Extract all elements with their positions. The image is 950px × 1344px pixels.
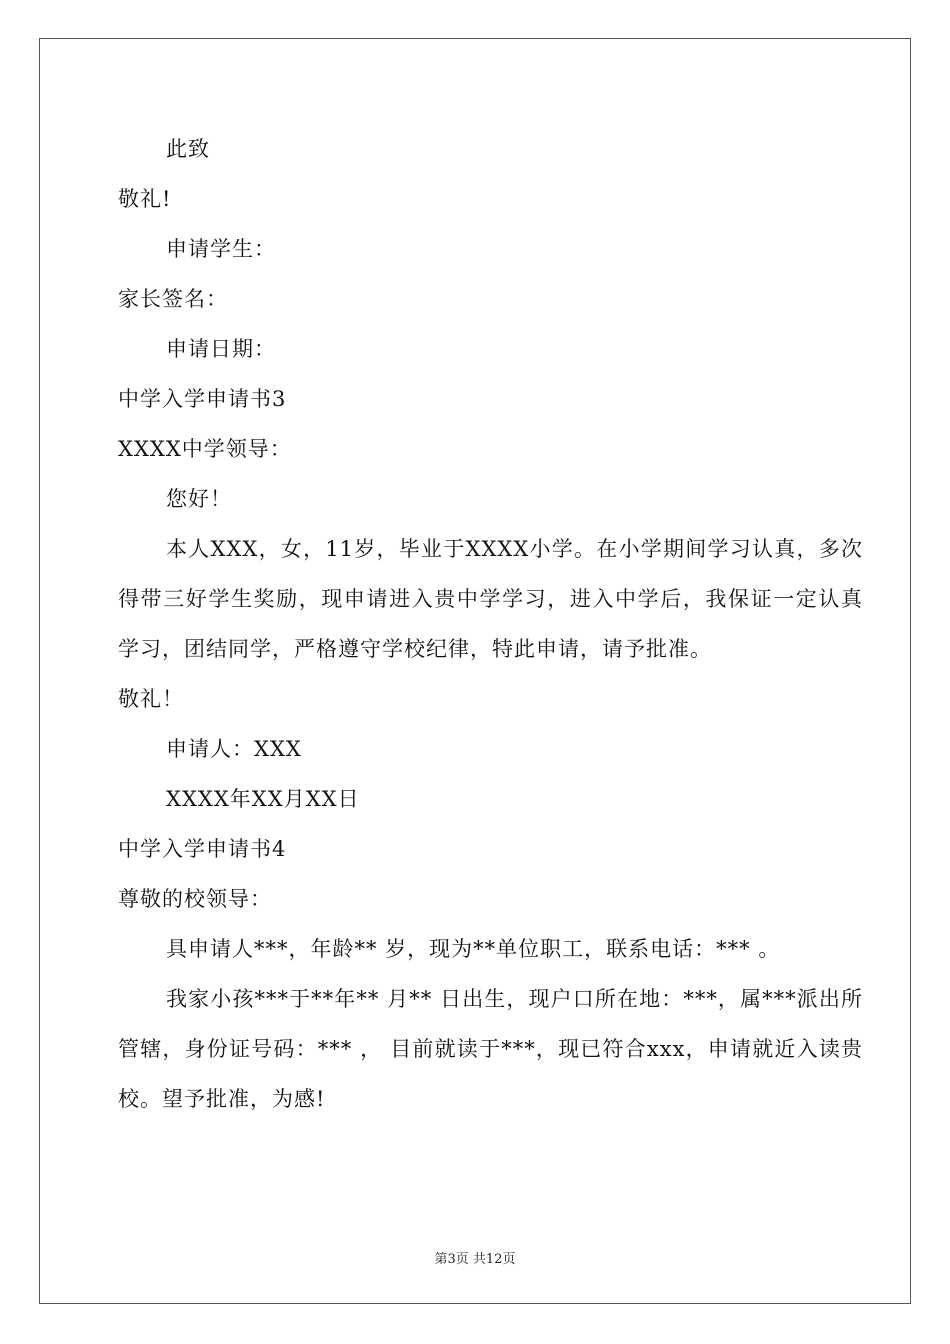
salutation: XXXX中学领导： (118, 437, 292, 461)
text-line: 申请学生： (166, 237, 276, 261)
greeting: 您好！ (166, 487, 232, 511)
body-paragraph: 本人XXX，女，11岁，毕业于XXXX小学。在小学期间学习认真，多次得带三好学生奖励，现申请进入贵中学学习，进入中学后，我保证一定认真学习，团结同学，严格遵守学校纪律，特此申请，请予批准。 (118, 537, 863, 661)
document-body (118, 124, 863, 1124)
text-line: 家长签名： (118, 287, 228, 311)
text-line: 具申请人***，年龄** 岁，现为**单位职工，联系电话：*** 。 (166, 937, 781, 961)
applicant-line: 申请人：XXX (166, 737, 302, 761)
date-line: XXXX年XX月XX日 (166, 787, 360, 811)
section-heading: 中学入学申请书4 (118, 837, 287, 861)
section-heading: 中学入学申请书3 (118, 387, 287, 411)
text-line: 敬礼! (118, 187, 172, 211)
text-line: 申请日期： (166, 337, 276, 361)
text-line: 敬礼！ (118, 687, 184, 711)
body-paragraph: 我家小孩***于**年** 月** 日出生，现户口所在地：***，属***派出所管辖，身份证号码：*** ， 目前就读于***，现已符合xxx，申请就近入读贵校。望予批准，为感! (118, 987, 863, 1111)
page-number: 第3页 共12页 (434, 1252, 516, 1267)
text-line: 此致 (166, 137, 210, 161)
salutation: 尊敬的校领导： (118, 887, 272, 911)
